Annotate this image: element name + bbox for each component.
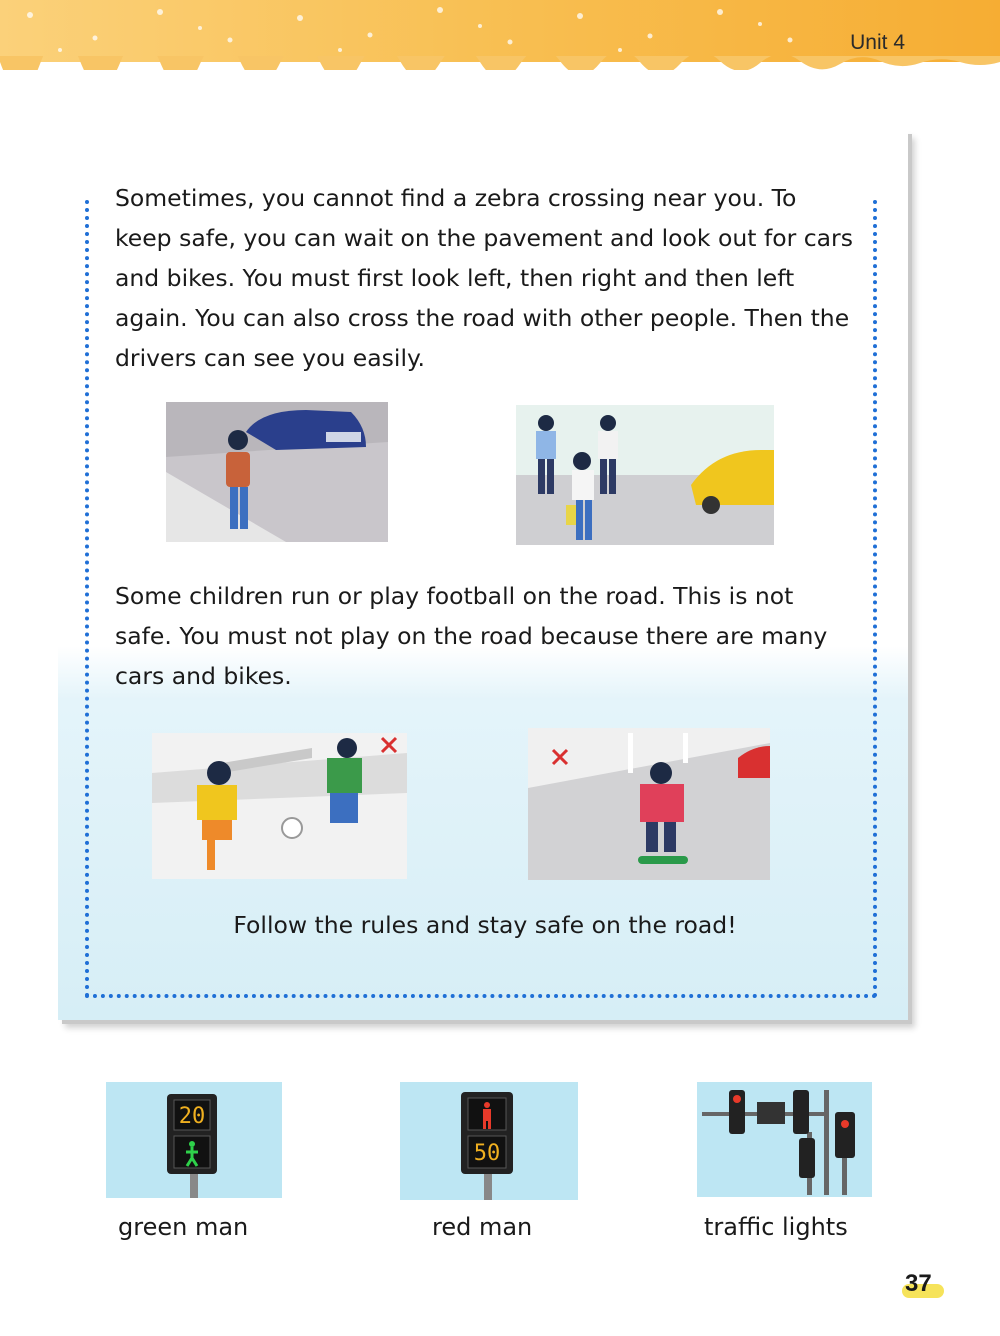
illustration-boys-football <box>152 733 407 879</box>
traffic-lights-icon <box>697 1082 872 1197</box>
page-number: 37 <box>905 1270 932 1297</box>
traffic-lights-card <box>697 1082 872 1197</box>
safety-slogan: Follow the rules and stay safe on the road! <box>233 911 737 939</box>
red-man-counter: 50 <box>473 1141 501 1166</box>
paragraph-playing: Some children run or play football on the road. This is not safe. You must not play on the road because there are many cars and bikes. <box>115 582 828 690</box>
green-man-label: green man <box>118 1213 249 1241</box>
traffic-lights-label: traffic lights <box>704 1213 848 1241</box>
red-man-signal-icon <box>400 1082 578 1200</box>
illustration-boy-skateboard <box>528 728 770 880</box>
red-man-card <box>400 1082 578 1200</box>
green-man-signal-icon <box>106 1082 282 1198</box>
illustration-children-crossing <box>516 405 774 545</box>
top-banner <box>0 0 1000 62</box>
unit-label: Unit 4 <box>850 31 905 54</box>
red-man-label: red man <box>432 1213 533 1241</box>
green-man-counter: 20 <box>178 1104 206 1129</box>
illustration-boy-waiting <box>166 402 388 542</box>
green-man-card <box>106 1082 282 1198</box>
paragraph-crossing: Sometimes, you cannot find a zebra crossing near you. To keep safe, you can wait on the pavement and look out for cars and bikes. You must first look left, then right and then left again. You can also cross the road with other people. Then the drivers can see you easily. <box>115 184 853 372</box>
